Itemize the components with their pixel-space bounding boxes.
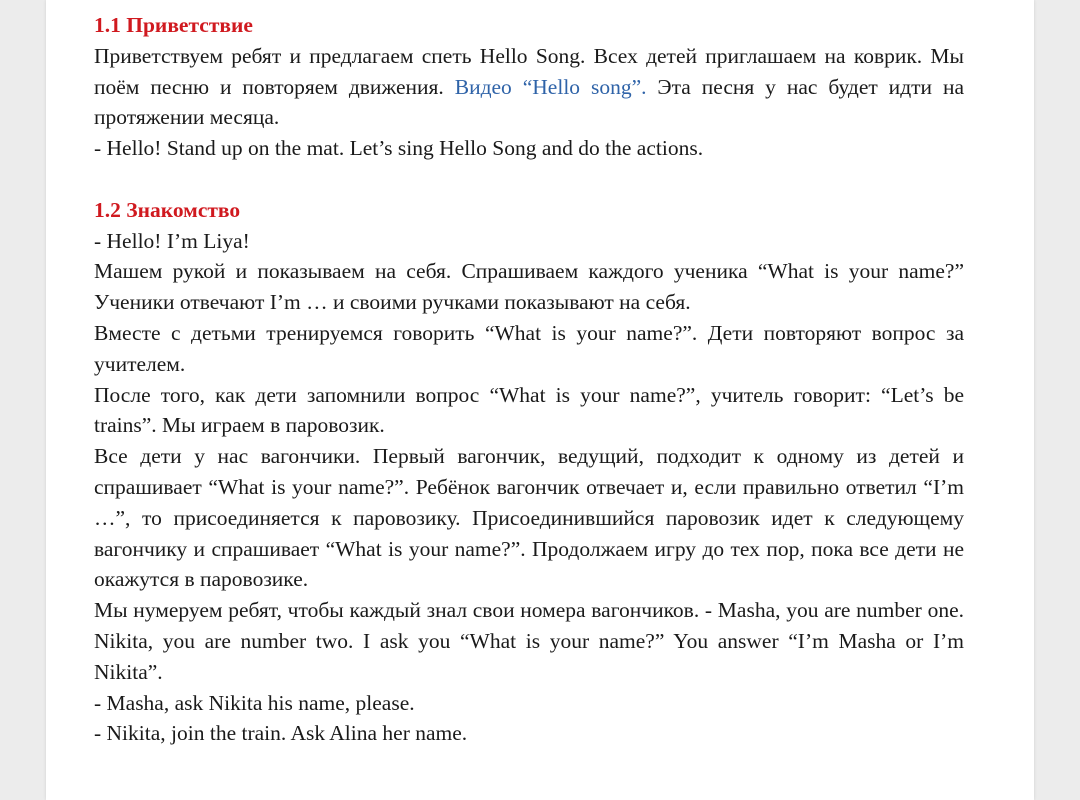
- section-2-paragraph: Мы нумеруем ребят, чтобы каждый знал свои номера вагончиков. - Masha, you are number one. Nikita, you are number two. I ask you “What is your name?” You answer “I’m Masha or I’m Nikita”.: [94, 598, 964, 684]
- section-2-line: - Hello! I’m Liya!: [94, 228, 250, 253]
- section-1-heading: 1.1 Приветствие: [94, 13, 253, 37]
- spacer: [94, 164, 964, 195]
- section-2-paragraph: Вместе с детьми тренируемся говорить “What is your name?”. Дети повторяют вопрос за учителем.: [94, 320, 964, 376]
- section-2-paragraph: После того, как дети запомнили вопрос “What is your name?”, учитель говорит: “Let’s be trains”. Мы играем в паровозик.: [94, 382, 964, 438]
- section-1-text: Приветствуем ребят и предлагаем спеть Hello Song. Всех детей приглашаем на коврик. Мы поём песню и повторяем движения.: [94, 43, 964, 99]
- hello-song-video-link[interactable]: Видео “Hello song”.: [454, 74, 647, 99]
- section-2-line: - Nikita, join the train. Ask Alina her name.: [94, 721, 468, 746]
- section-1-paragraph: [94, 41, 964, 133]
- section-1-text-continued: Эта песня у нас будет идти на протяжении месяца.: [94, 74, 964, 130]
- section-1-phrase: - Hello! Stand up on the mat. Let’s sing Hello Song and do the actions.: [94, 136, 704, 161]
- section-2-paragraph: Машем рукой и показываем на себя. Спрашиваем каждого ученика “What is your name?” Ученики отвечают I’m … и своими ручками показывают на себя.: [94, 259, 964, 315]
- section-2-paragraph: Все дети у нас вагончики. Первый вагончик, ведущий, подходит к одному из детей и спрашивает “What is your name?”. Ребёнок вагончик отвечает и, если правильно ответил “I’m …”, то присоединяется к паровозику. Присоединившийся паровозик идет к следующему вагончику и спрашивает “What is your name?”. Продолжаем игру до тех пор, пока все дети не окажутся в паровозике.: [94, 444, 964, 592]
- section-2-heading: 1.2 Знакомство: [94, 197, 241, 222]
- section-2-line: - Masha, ask Nikita his name, please.: [94, 690, 415, 715]
- document-content: [94, 10, 964, 749]
